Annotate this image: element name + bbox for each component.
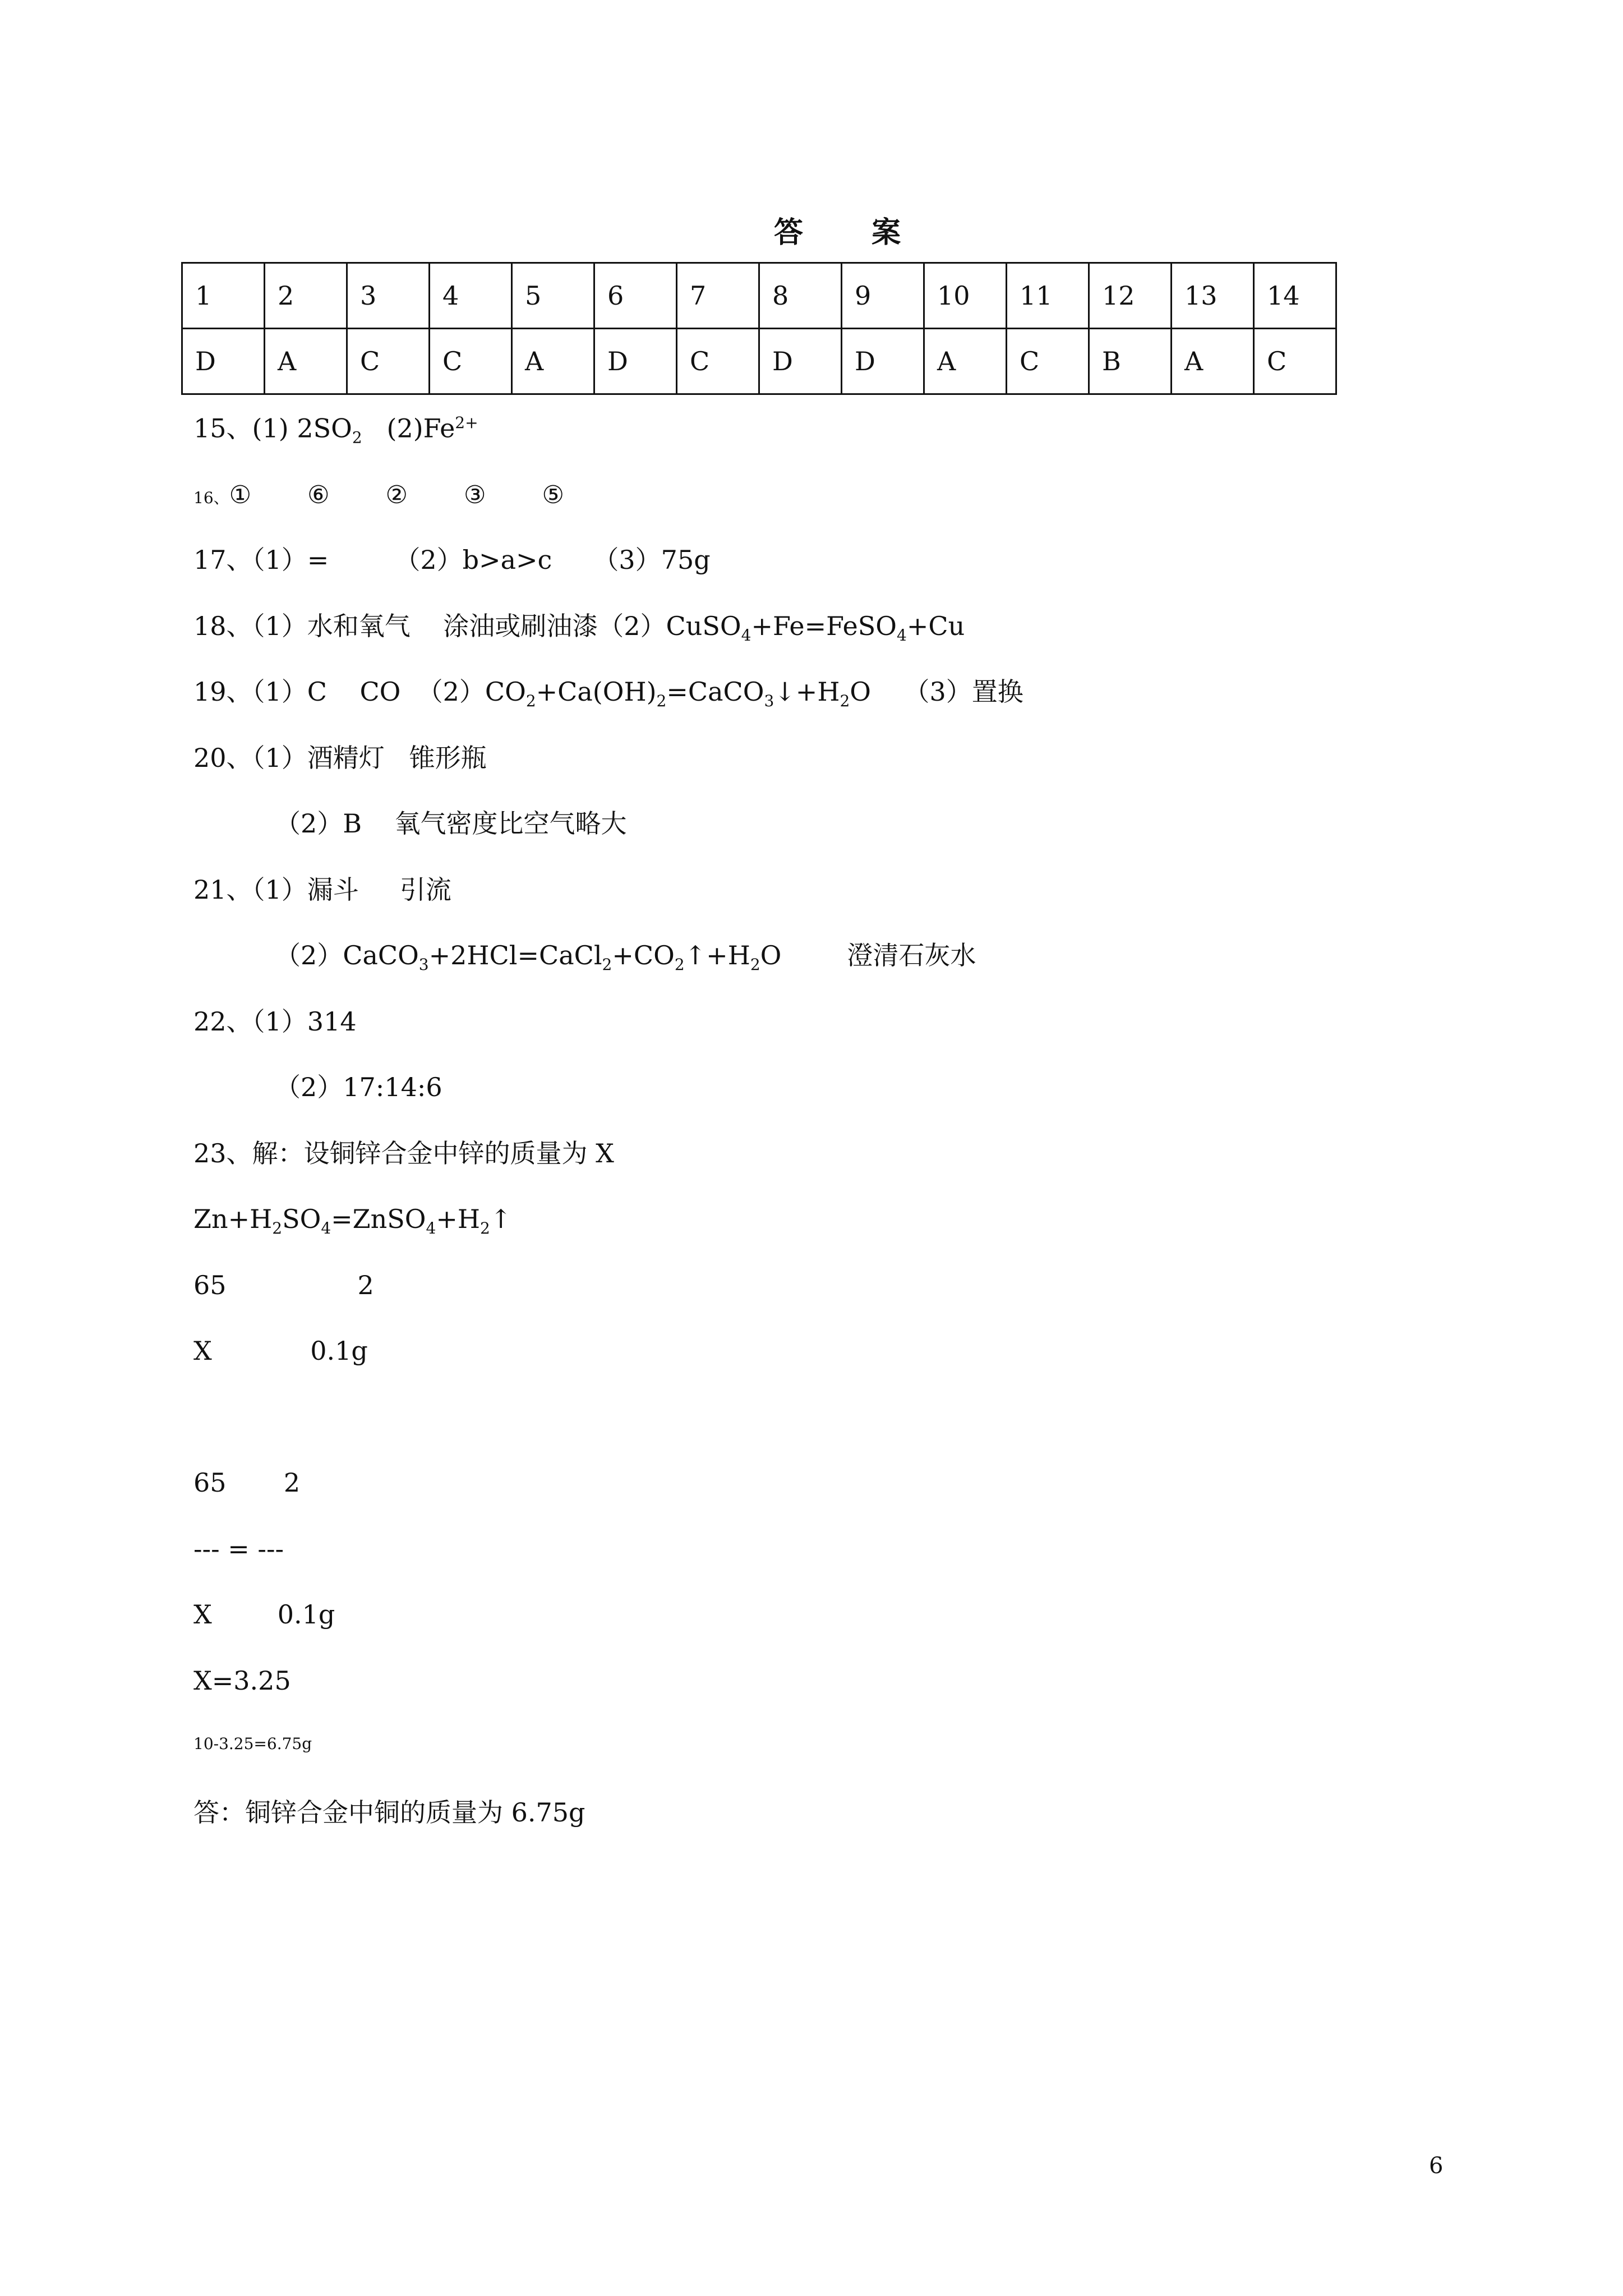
answer-22-part2: （2）17:14:6 xyxy=(275,1072,442,1102)
question-number-cell: 10 xyxy=(924,263,1007,329)
answer-letter-cell: A xyxy=(924,329,1007,394)
question-number-cell: 6 xyxy=(594,263,677,329)
answer-letter-cell: C xyxy=(430,329,512,394)
answer-23-conclusion: 答：铜锌合金中铜的质量为 6.75g xyxy=(193,1797,585,1828)
answer-15: 15、(1) $2SO_2$ $(2)Fe^{2+}$ xyxy=(193,413,478,447)
question-number-cell: 7 xyxy=(677,263,759,329)
question-number-cell: 9 xyxy=(842,263,924,329)
circled-number: ① xyxy=(229,481,252,509)
answer-letter-cell: D xyxy=(759,329,842,394)
question-number-cell: 14 xyxy=(1254,263,1336,329)
answer-letter-cell: C xyxy=(1254,329,1336,394)
answer-18: 18、（1）水和氧气 涂油或刷油漆（2）CuSO$_4$+Fe=FeSO$_4$+Cu xyxy=(193,611,965,645)
answer-17: 17、（1）= （2）b>a>c （3）75g xyxy=(193,545,711,575)
question-number-cell: 13 xyxy=(1172,263,1254,329)
answer-20-part2: （2）B 氧气密度比空气略大 xyxy=(275,808,627,839)
question-number-cell: 5 xyxy=(512,263,594,329)
answer-letter-cell: C xyxy=(347,329,430,394)
answer-23-heading: 23、解：设铜锌合金中锌的质量为 X xyxy=(193,1138,614,1168)
answer-23-ratio-top: 65 2 xyxy=(193,1270,374,1300)
circled-number: ⑥ xyxy=(307,481,330,509)
question-number-cell: 2 xyxy=(265,263,347,329)
question-number-cell: 3 xyxy=(347,263,430,329)
circled-number: ⑤ xyxy=(542,481,564,509)
question-number-cell: 4 xyxy=(430,263,512,329)
answer-letter-cell: C xyxy=(677,329,759,394)
answer-23-ratio-bottom: X 0.1g xyxy=(193,1336,368,1366)
answer-letter-cell: B xyxy=(1089,329,1172,394)
answer-19: 19、（1）C CO $(2)CO_2+Ca(OH)_2=CaCO_3↓+H_2O$ （3）置换 xyxy=(193,677,1023,711)
answer-table xyxy=(181,262,1337,395)
page-title: 答 案 xyxy=(774,215,930,250)
table-row-numbers xyxy=(182,263,1336,329)
answer-letter-cell: D xyxy=(182,329,265,394)
question-number-cell: 8 xyxy=(759,263,842,329)
answer-16: 16、① ⑥ ② ③ ⑤ xyxy=(193,481,564,509)
circled-number: ② xyxy=(385,481,408,509)
answer-letter-cell: D xyxy=(842,329,924,394)
answer-21-part1: 21、（1）漏斗 引流 xyxy=(193,875,451,905)
answer-letter-cell: C xyxy=(1007,329,1089,394)
answer-23-subtraction: 10-3.25=6.75g xyxy=(193,1734,312,1753)
question-number-cell: 1 xyxy=(182,263,265,329)
answer-23-result-x: X=3.25 xyxy=(193,1665,291,1696)
answer-letter-cell: A xyxy=(265,329,347,394)
answer-23-fraction-bars: --- = --- xyxy=(193,1534,284,1564)
answer-letter-cell: A xyxy=(1172,329,1254,394)
question-number-cell: 12 xyxy=(1089,263,1172,329)
circled-number: ③ xyxy=(464,481,486,509)
answer-20-part1: 20、（1）酒精灯 锥形瓶 xyxy=(193,743,487,773)
answer-letter-cell: A xyxy=(512,329,594,394)
answer-22-part1: 22、（1）314 xyxy=(193,1006,357,1037)
question-number-cell: 11 xyxy=(1007,263,1089,329)
answer-23-equation: $Zn+H_2SO_4=ZnSO_4+H_2↑$ xyxy=(193,1204,512,1238)
answer-23-fraction-denominators: X 0.1g xyxy=(193,1599,335,1630)
answer-letter-cell: D xyxy=(594,329,677,394)
table-row-answers xyxy=(182,329,1336,394)
answer-21-part2: $(2)CaCO_3+2HCl=CaCl_2+CO_2↑+H_2O$ 澄清石灰水 xyxy=(275,940,976,974)
page-number: 6 xyxy=(1429,2153,1444,2179)
answer-23-fraction-numerators: 65 2 xyxy=(193,1467,301,1498)
